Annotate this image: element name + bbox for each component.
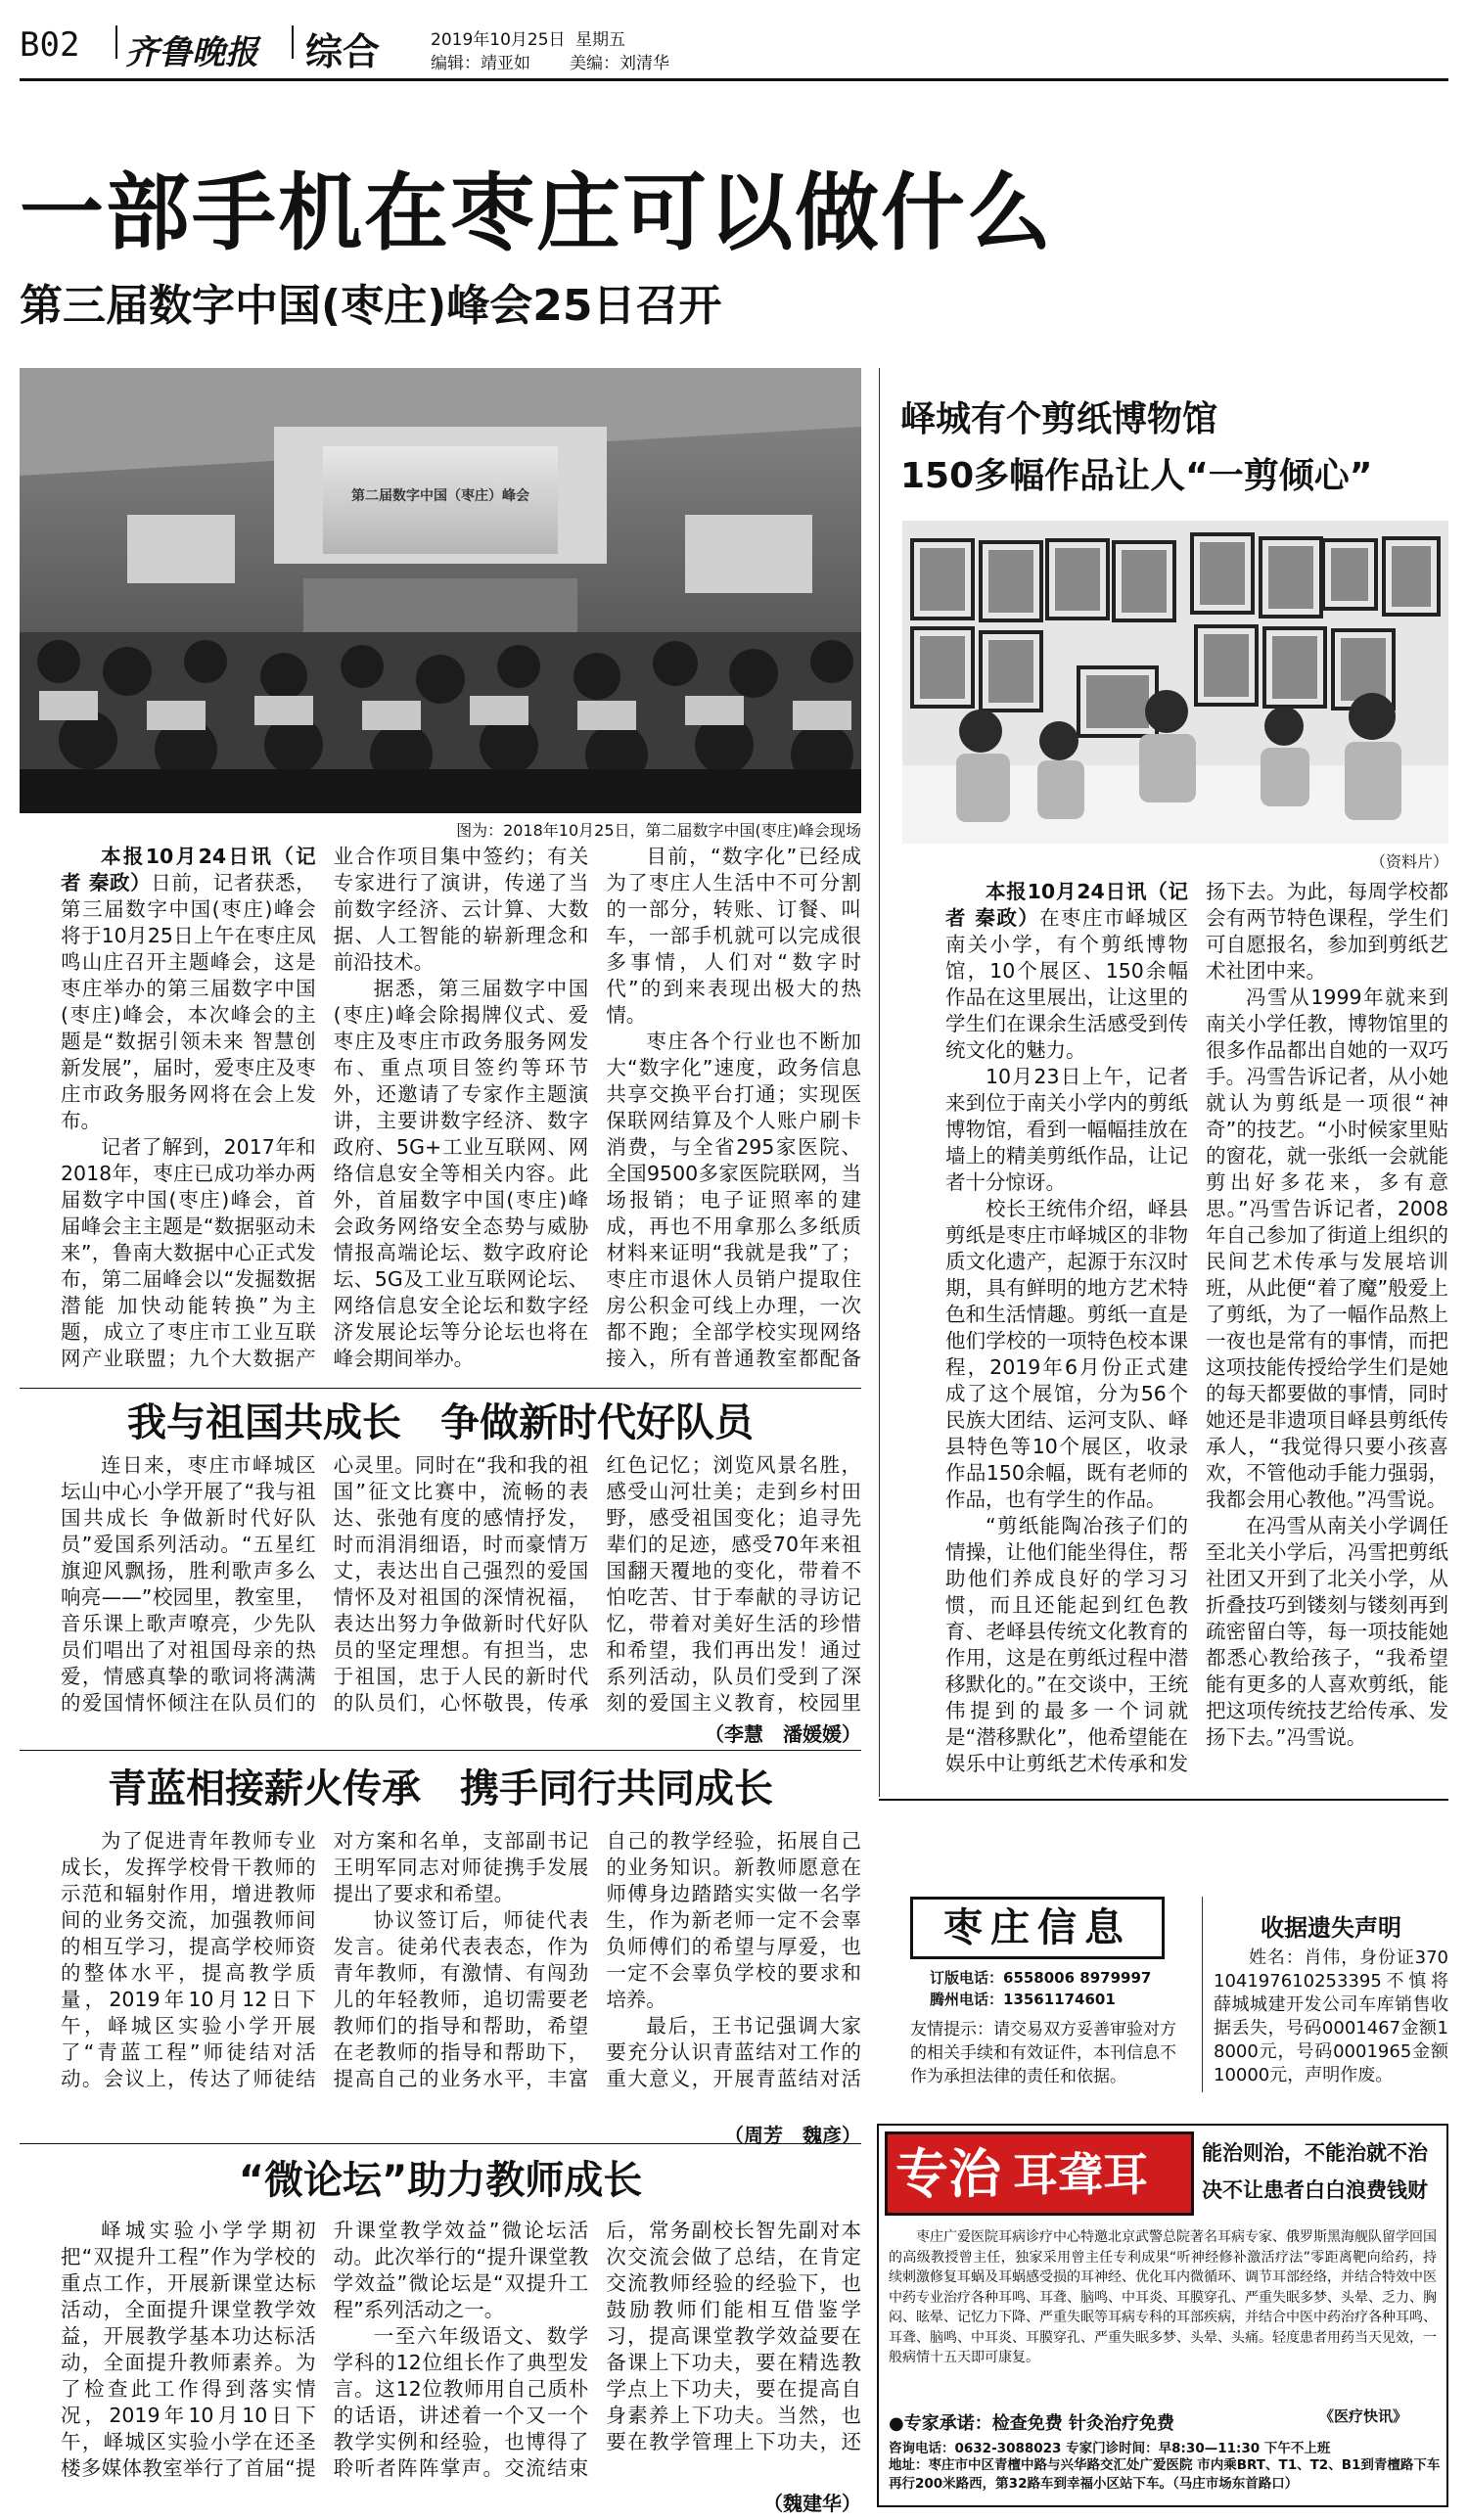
loss-notice [1214, 1908, 1448, 2087]
summit-photo-caption: 图为：2018年10月25日，第二届数字中国(枣庄)峰会现场 [456, 821, 861, 840]
patriot-signature: （李慧 潘媛媛） [705, 1722, 861, 1746]
paper-cut-photo-credit: （资料片） [1369, 852, 1448, 871]
section-rule [20, 1388, 861, 1389]
medical-ad-slogan-2: 决不让患者白白浪费钱财 [1202, 2178, 1428, 2202]
paper-cut-photo [902, 521, 1448, 844]
lead-paragraph: 记者了解到，2017年和2018年，枣庄已成功举办两届数字中国(枣庄)峰会，首届峰会主主题是“数据驱动未来”，鲁南大数据中心正式发布，第二届峰会以“发掘数据潜能 加快动能转换”为主题，成立了枣庄市工业互联网产业联盟；九个大数据产业合作项目集中签约；有关专家进行了演讲，传递了当前数字经济、云计算、大数据、人工智能的崭新理念和前沿技术。 [61, 845, 589, 1370]
info-ad-phone-1: 订版电话：6558006 8979997 [930, 1969, 1152, 1987]
teacher-paragraph: 为了促进青年教师专业成长，发挥学校骨干教师的示范和辐射作用，增进教师间的业务交流，加强教师间的相互学习，提高学校师资的整体水平，提高教学质量，2019年10月12日下午，峄城区实验小学开展了“青蓝工程”师徒结对活动。会议上，传达了师徒结对方案和名单，支部副书记王明军同志对师徒携手发展提出了要求和希望。 [61, 1829, 589, 2090]
section-name: 综合 [305, 30, 381, 73]
medical-ad-badge-line1: 专治 [895, 2143, 1001, 2205]
info-ad-title: 枣庄信息 [943, 1905, 1131, 1950]
info-ad-phone-2: 腾州电话：13561174601 [930, 1991, 1116, 2008]
lead-story-body [61, 844, 861, 1380]
info-ad-title-box [910, 1897, 1165, 1959]
forum-headline: “微论坛”助力教师成长 [238, 2158, 643, 2203]
museum-paragraph: 在枣庄市峄城区南关小学，有个剪纸博物馆，10个展区、150余幅作品在这里展出，让这里的学生们在课余生活感受到传统文化的魅力。 [945, 906, 1189, 1062]
forum-story-body [61, 2218, 861, 2488]
masthead [20, 12, 1448, 73]
medical-ad-badge [885, 2131, 1194, 2269]
summit-photo [20, 368, 861, 813]
patriot-headline: 我与祖国共成长 争做新时代好队员 [127, 1400, 754, 1445]
teacher-paragraph: 协议签订后，师徒代表发言。徒弟代表表态，作为青年教师，有激情、有闯劲儿的年轻教师，追切需要老教师们的指导和帮助，希望在老教师的指导和帮助下，提高自己的业务水平，丰富自己的教学经验，拓展自己的业务知识。新教师愿意在师傅身边踏踏实实做一名学生，作为新老师一定不会辜负师傅们的希望与厚爱，也一定不会辜负学校的要求和培养。 [333, 1829, 861, 2090]
medical-ad-promise: ●专家承诺：检查免费 针灸治疗免费 [889, 2413, 1174, 2434]
patriot-paragraph: 连日来，枣庄市峄城区坛山中心小学开展了“我与祖国共成长 争做新时代好队员”爱国系列活动。“五星红旗迎风飘扬，胜利歌声多么响亮——”校园里，教室里，音乐课上歌声嘹亮，少先队员们唱出了对祖国母亲的热爱，情感真挚的歌词将满满的爱国情怀倾注在队员们的心灵里。同时在“我和我的祖国”征文比赛中，流畅的表达、张弛有度的感情抒发，时而涓涓细语，时而豪情万丈，表达出自己强烈的爱国情怀及对祖国的深情祝福，表达出努力争做新时代好队员的坚定理想。有担当，忠于祖国，忠于人民的新时代的队员们，心怀敬畏，传承红色记忆；浏览风景名胜，感受山河壮美；走到乡村田野，感受祖国变化；追寻先辈们的足迹，感受70年来祖国翻天覆地的变化，带着不怕吃苦、甘于奉献的寻访记忆，带着对美好生活的珍惜和希望，我们再出发！通过系列活动，队员们受到了深刻的爱国主义教育，校园里 [61, 1453, 861, 1715]
masthead-divider [292, 25, 294, 59]
museum-headline-1: 峄城有个剪纸博物馆 [900, 399, 1218, 439]
page-code: B02 [20, 25, 80, 65]
info-ad [900, 1897, 1194, 2112]
lead-dateline: 本报10月24日讯（记者 秦政） [61, 845, 316, 894]
issue-date: 2019年10月25日 [431, 30, 566, 50]
forum-paragraph: 一至六年级语文、数学学科的12位组长作了典型发言。这12位教师用自己质朴的话语，讲述着一个又一个教学实例和经验，也博得了聆听者阵阵掌声。交流结束后，常务副校长智先副对本次交流会做了总结，在肯定交流教师经验的经验下，也鼓励教师们能相互借鉴学习，提高课堂教学效益要在备课上下功夫，要在精选教学点上下功夫，要在提高自身素养上下功夫。当然，也要在教学管理上下功夫，还 [333, 2219, 861, 2480]
lead-paragraph: 目前，“数字化”已经成为了枣庄人生活中不可分割的一部分，转账、订餐、叫车，一部手机就可以完成很多事情，人们对“数字时代”的到来表现出极大的热情。 [606, 845, 861, 1027]
teacher-story-body [61, 1828, 861, 2118]
paper-name-logo: 齐鲁晚报 [125, 33, 258, 72]
ad-divider [1202, 1897, 1203, 2092]
masthead-rule [20, 78, 1448, 81]
section-rule [20, 1750, 861, 1751]
editor-credit: 编辑：靖亚如 [431, 54, 530, 73]
issue-weekday: 星期五 [575, 30, 625, 50]
lead-paragraph: 日前，记者获悉，第三届数字中国(枣庄)峰会将于10月25日上午在枣庄凤鸣山庄召开主题峰会，这是枣庄举办的第三届数字中国(枣庄)峰会，本次峰会的主题是“数据引领未来 智慧创新发展”，届时，爱枣庄及枣庄市政务服务网将在会上发布。 [61, 871, 316, 1132]
museum-headline-2: 150多幅作品让人“一剪倾心” [900, 456, 1373, 496]
info-ad-notice: 友情提示：请交易双方妥善审验对方的相关手续和有效证件，本刊信息不作为承担法律的责任和依据。 [910, 2020, 1176, 2086]
teacher-paragraph: 最后，王书记强调大家要充分认识青蓝结对工作的重大意义，开展青蓝结对活 [606, 2014, 861, 2090]
lead-paragraph: 据悉，第三届数字中国(枣庄)峰会除揭牌仪式、爱枣庄及枣庄市政务服务网发布、重点项目签约等环节外，还邀请了专家作主题演讲，主要讲数字经济、数字政府、5G+工业互联网、网络信息安全等相关内容。此外，首届数字中国(枣庄)峰会政务网络安全态势与威胁情报高端论坛、数字政府论坛、5G及工业互联网论坛、网络信息安全论坛和数字经济发展论坛等分论坛也将在峰会期间举办。 [333, 977, 589, 1370]
designer-credit: 美编：刘清华 [570, 54, 669, 73]
medical-ad-stamp: 《医疗快讯》 [1319, 2407, 1408, 2425]
museum-paragraph: “剪纸能陶冶孩子们的情操，让他们能坐得住，帮助他们养成良好的学习习惯，而且还能起到红色教育、老峄县传统文化教育的作用，这是在剪纸过程中潜移默化的。”在交谈中，王统伟提到的最多一个词就是“潜移默化”，他希望能在娱乐中让剪纸艺术传承和发扬下去。为此，每周学校都会有两节特色课程，学生们可自愿报名，参加到剪纸艺术社团中来。 [945, 880, 1448, 1775]
lead-subheadline: 第三届数字中国(枣庄)峰会25日召开 [20, 281, 722, 331]
patriot-story-body [61, 1452, 861, 1717]
stage-screen-text: 第二届数字中国（枣庄）峰会 [351, 488, 529, 504]
museum-paragraph: 冯雪从1999年就来到南关小学任教，博物馆里的很多作品都出自她的一双巧手。冯雪告诉记者，从小她就认为剪纸是一项很“神奇”的技艺。“小时候家里贴的窗花，就一张纸一会就能剪出好多花来，多有意思。”冯雪告诉记者，2008年自己参加了街道上组织的民间艺术传承与发展培训班，从此便“着了魔”般爱上了剪纸，为了一幅作品熬上一夜也是常有的事情，而把这项技能传授给学生们是她的每天都要做的事情，同时她还是非遗项目峄县剪纸传承人，“我觉得只要小孩喜欢，不管他动手能力强弱，我都会用心教他。”冯雪说。 [1206, 985, 1448, 1511]
medical-ad [877, 2124, 1448, 2507]
teacher-headline: 青蓝相接薪火传承 携手同行共同成长 [108, 1766, 773, 1811]
forum-signature: （魏建华） [763, 2492, 861, 2515]
column-rule [879, 368, 880, 1797]
medical-ad-body: 枣庄广爱医院耳病诊疗中心特邀北京武警总院著名耳病专家、俄罗斯黑海舰队留学回国的高级教授曾主任，独家采用曾主任专利成果“听神经修补激活疗法”零距离靶向给药，持续刺激修复耳蜗及耳蜗感受损的耳神经、优化耳内微循环、调节耳部经络，并结合特效中医中药专业治疗各种耳鸣、耳聋、脑鸣、中耳炎、耳膜穿孔、严重失眠多梦、头晕、乏力、胸闷、眩晕、记忆力下降、严重失眠等耳病专科的耳部疾病，并结合中医中药治疗各种耳鸣、耳聋、脑鸣、中耳炎、耳膜穿孔、严重失眠多梦、头晕、头痛。轻度患者用药当天见效，一般病情十五天即可康复。 [889, 2229, 1437, 2365]
museum-paragraph: 在冯雪从南关小学调任至北关小学后，冯雪把剪纸社团又开到了北关小学，从折叠技巧到镂刻与镂刻再到疏密留白等，每一项技能她都悉心教给孩子，“我希望能有更多的人喜欢剪纸，能把这项传统技艺给传承、发扬下去。”冯雪说。 [1206, 1514, 1448, 1749]
museum-paragraph: 校长王统伟介绍，峄县剪纸是枣庄市峄城区的非物质文化遗产，起源于东汉时期，具有鲜明的地方艺术特色和生活情趣。剪纸一直是他们学校的一项特色校本课程，2019年6月份正式建成了这个展馆，分为56个民族大团结、运河支队、峄县特色等10个展区，收录作品150余幅，既有老师的作品，也有学生的作品。 [945, 1197, 1188, 1511]
masthead-divider [115, 25, 117, 59]
museum-dateline: 本报10月24日讯（记者 秦政） [945, 880, 1188, 930]
medical-ad-address: 地址：枣庄市中区青檀中路与兴华路交汇处广爱医院 市内乘BRT、T1、T2、B1到青檀路下车再行200米路西，第32路车到幸福小区站下车。（马庄市场东首路口） [889, 2457, 1441, 2492]
loss-notice-body: 姓名：肖伟，身份证370104197610253395不慎将薛城城建开发公司车库销售收据丢失，号码0001467金额18000元，号码0001965金额10000元，声明作废。 [1214, 1947, 1448, 2085]
medical-ad-phone: 咨询电话：0632-3088023 专家门诊时间：早8:30—11:30 下午不上班 [889, 2441, 1331, 2456]
medical-ad-badge-line2: 耳聋耳鸣 [1013, 2148, 1148, 2269]
loss-notice-title: 收据遗失声明 [1261, 1914, 1401, 1942]
lead-headline: 一部手机在枣庄可以做什么 [20, 164, 1053, 262]
forum-paragraph: 峄城实验小学学期初把“双提升工程”作为学校的重点工作，开展新课堂达标活动，全面提升课堂教学效益，开展教学基本功达标活动，全面提升教师素养。为了检查此工作得到落实情况，2019年10月10日下午，峄城区实验小学在还圣楼多媒体教室举行了首届“提升课堂教学效益”微论坛活动。此次举行的“提升课堂教学效益”微论坛是“双提升工程”系列活动之一。 [61, 2219, 589, 2480]
medical-ad-slogan-1: 能治则治，不能治就不治 [1202, 2141, 1428, 2165]
museum-paragraph: 10月23日上午，记者来到位于南关小学内的剪纸博物馆，看到一幅幅挂放在墙上的精美剪纸作品，让记者十分惊讶。 [945, 1065, 1188, 1194]
museum-story-body [945, 879, 1448, 1781]
teacher-signature: （周芳 魏彦） [724, 2124, 861, 2147]
section-rule [20, 2143, 861, 2144]
ad-section-rule [879, 1799, 1448, 1801]
lead-paragraph: 枣庄各个行业也不断加大“数字化”速度，政务信息共享交换平台打通；实现医保联网结算及个人账户刷卡消费，与全省295家医院、全国9500多家医院联网，当场报销；电子证照率的建成，再也不用拿那么多纸质材料来证明“我就是我”了；枣庄市退休人员销户提取住房公积金可线上办理，一次都不跑；全部学校实现网络接入，所有普通教室都配备 [606, 1030, 861, 1370]
